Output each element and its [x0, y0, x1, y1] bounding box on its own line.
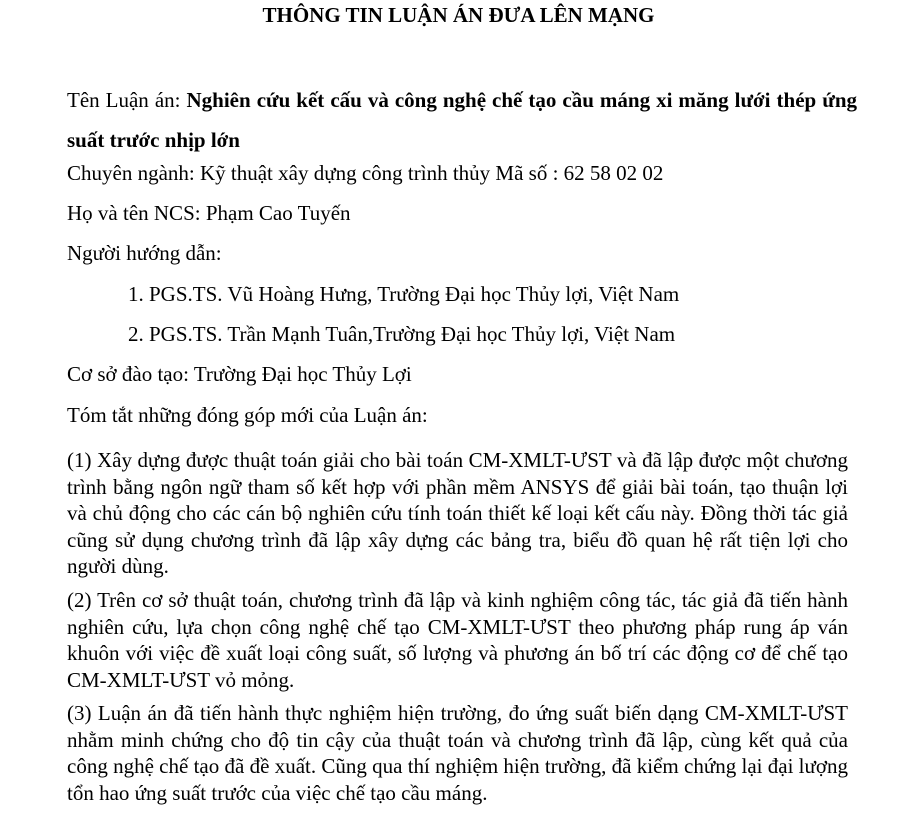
candidate-line: Họ và tên NCS: Phạm Cao Tuyến [67, 201, 351, 225]
contribution-paragraph: (2) Trên cơ sở thuật toán, chương trình đã lập và kinh nghiệm công tác, tác giả đã tiến hành nghiên cứu, lựa chọn công nghệ chế tạo CM-XMLT-ƯST theo phương pháp rung áp ván khuôn với việc đề xuất loại công suất, số lượng và phương án bố trí các động cơ để chế tạo CM-XMLT-ƯST vỏ mỏng. [67, 588, 848, 692]
contribution-paragraph: (3) Luận án đã tiến hành thực nghiệm hiện trường, đo ứng suất biến dạng CM-XMLT-ƯST nhằm minh chứng cho độ tin cậy của thuật toán và chương trình đã lập, cùng kết quả của công nghệ chế tạo đã đề xuất. Cũng qua thí nghiệm hiện trường, đã kiểm chứng lại đại lượng tổn hao ứng suất trước của việc chế tạo cầu máng. [67, 701, 848, 805]
thesis-name [67, 80, 857, 160]
advisors-label: Người hướng dẫn: [67, 241, 222, 265]
advisor-item: 2. PGS.TS. Trần Mạnh Tuân,Trường Đại học Thủy lợi, Việt Nam [128, 322, 676, 346]
advisor-item: 1. PGS.TS. Vũ Hoàng Hưng, Trường Đại học Thủy lợi, Việt Nam [128, 282, 680, 306]
institution-line: Cơ sở đào tạo: Trường Đại học Thủy Lợi [67, 362, 412, 386]
thesis-name-value: Nghiên cứu kết cấu và công nghệ chế tạo cầu máng xi măng lưới thép ứng suất trước nhịp lớn [67, 88, 857, 152]
major-line: Chuyên ngành: Kỹ thuật xây dựng công trình thủy Mã số : 62 58 02 02 [67, 161, 664, 185]
summary-label: Tóm tắt những đóng góp mới của Luận án: [67, 403, 428, 427]
contribution-paragraph: (1) Xây dựng được thuật toán giải cho bài toán CM-XMLT-ƯST và đã lập được một chương trình bằng ngôn ngữ tham số kết hợp với phần mềm ANSYS để giải bài toán, tạo thuận lợi và chủ động cho các cán bộ nghiên cứu tính toán thiết kế loại kết cấu này. Đồng thời tác giả cũng sử dụng chương trình đã lập xây dựng các bảng tra, biểu đồ quan hệ rất tiện lợi cho người dùng. [67, 448, 848, 578]
thesis-name-label: Tên Luận án: [67, 88, 187, 112]
document-heading: THÔNG TIN LUẬN ÁN ĐƯA LÊN MẠNG [262, 3, 655, 27]
